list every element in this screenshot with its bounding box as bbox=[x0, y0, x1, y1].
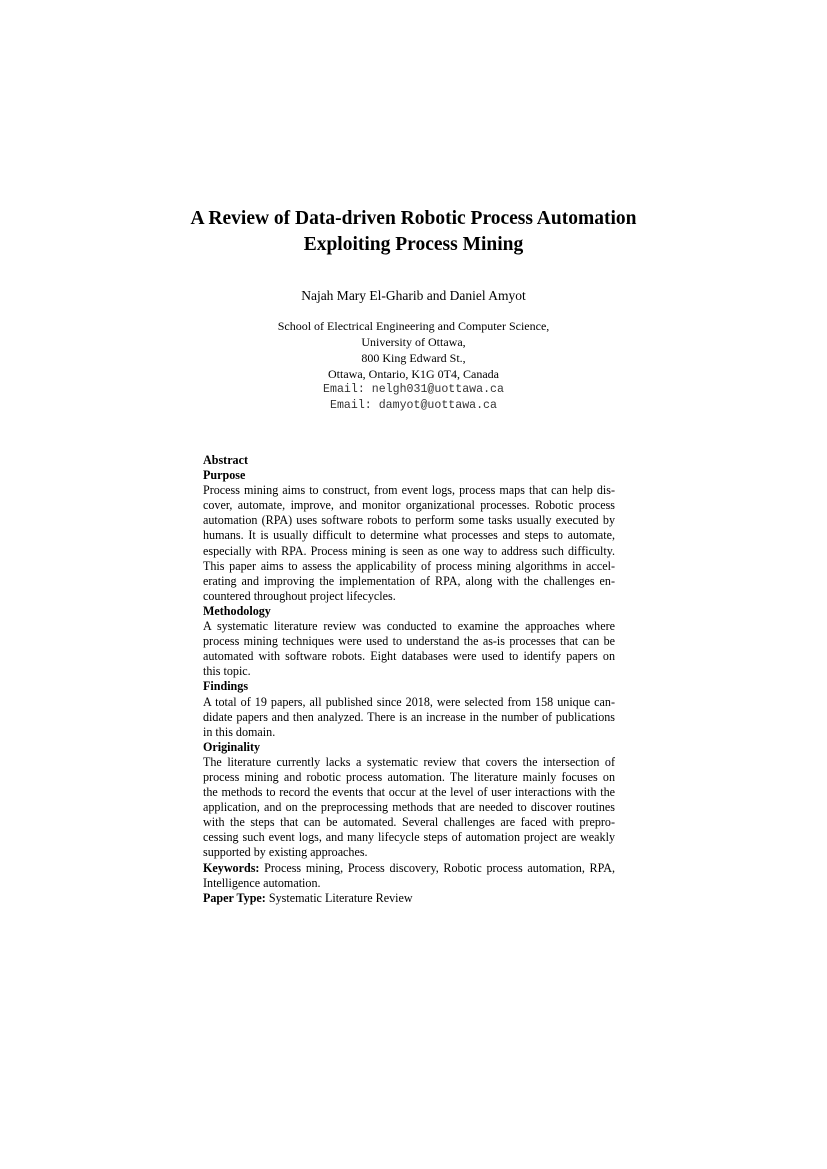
keywords-line bbox=[203, 861, 615, 876]
paper-title bbox=[120, 206, 707, 258]
text-line: cover, automate, improve, and monitor organizational processes. Robotic process bbox=[203, 498, 615, 513]
methodology-paragraph bbox=[203, 619, 615, 679]
text-line: process mining techniques were used to understand the as-is processes that can be bbox=[203, 634, 615, 649]
affiliation-line: School of Electrical Engineering and Computer Science, bbox=[277, 319, 550, 333]
purpose-heading: Purpose bbox=[203, 468, 246, 483]
paper-type-line bbox=[203, 891, 615, 906]
text-line: especially with RPA. Process mining is seen as one way to address such difficulty. bbox=[203, 543, 615, 558]
text-line: The literature currently lacks a systematic review that covers the intersection of bbox=[203, 754, 615, 769]
text-line: didate papers and then analyzed. There is an increase in the number of publications bbox=[203, 709, 615, 724]
originality-heading: Originality bbox=[203, 739, 261, 754]
originality-paragraph bbox=[203, 755, 615, 861]
text-line: countered throughout project lifecycles. bbox=[203, 588, 396, 603]
text-line: A systematic literature review was conducted to examine the approaches where bbox=[203, 619, 615, 634]
text-line: A total of 19 papers, all published since 2018, were selected from 158 unique can- bbox=[203, 694, 615, 709]
text-line: erating and improving the implementation of RPA, along with the challenges en- bbox=[203, 573, 615, 588]
findings-heading: Findings bbox=[203, 679, 249, 694]
author-list: Najah Mary El-Gharib and Daniel Amyot bbox=[301, 288, 526, 303]
author-email-2: Email: damyot@uottawa.ca bbox=[330, 399, 497, 412]
keywords-text: Process mining, Process discovery, Robotic process automation, RPA, bbox=[264, 860, 615, 875]
text-line: humans. It is usually difficult to determine what processes and steps to automate, bbox=[203, 528, 615, 543]
title-line-2: Exploiting Process Mining bbox=[303, 234, 524, 255]
purpose-paragraph bbox=[203, 483, 615, 604]
affiliation-line: 800 King Edward St., bbox=[361, 351, 466, 365]
text-line: This paper aims to assess the applicability of process mining algorithms in accel- bbox=[203, 558, 615, 573]
affiliation-line: University of Ottawa, bbox=[361, 335, 466, 349]
methodology-heading: Methodology bbox=[203, 603, 271, 618]
text-line: Process mining aims to construct, from event logs, process maps that can help dis- bbox=[203, 483, 615, 498]
paper-type-label: Paper Type: bbox=[203, 890, 266, 905]
affiliation-block bbox=[120, 318, 707, 414]
author-email-1: Email: nelgh031@uottawa.ca bbox=[323, 383, 504, 396]
keywords-block bbox=[203, 861, 615, 891]
paper-type-value: Systematic Literature Review bbox=[268, 890, 413, 905]
text-line: process mining and robotic process automation. The literature mainly focuses on bbox=[203, 769, 615, 784]
abstract-section bbox=[203, 453, 615, 906]
text-line: in this domain. bbox=[203, 724, 276, 739]
keywords-label: Keywords: bbox=[203, 860, 260, 875]
title-line-1: A Review of Data-driven Robotic Process Automation bbox=[190, 208, 637, 229]
affiliation-line: Ottawa, Ontario, K1G 0T4, Canada bbox=[328, 367, 499, 381]
text-line: automated with software robots. Eight databases were used to identify papers on bbox=[203, 649, 615, 664]
text-line: with the steps that can be automated. Several challenges are faced with prepro- bbox=[203, 815, 615, 830]
text-line: cessing such event logs, and many lifecycle steps of automation project are weakly bbox=[203, 830, 615, 845]
abstract-heading: Abstract bbox=[203, 453, 249, 467]
text-line: the methods to record the events that occur at the level of user interactions with the bbox=[203, 785, 615, 800]
findings-paragraph bbox=[203, 695, 615, 740]
keywords-line-2: Intelligence automation. bbox=[203, 875, 321, 890]
text-line: application, and on the preprocessing methods that are needed to discover routines bbox=[203, 800, 615, 815]
text-line: supported by existing approaches. bbox=[203, 845, 368, 860]
text-line: automation (RPA) uses software robots to perform some tasks usually executed by bbox=[203, 513, 615, 528]
text-line: this topic. bbox=[203, 664, 251, 679]
